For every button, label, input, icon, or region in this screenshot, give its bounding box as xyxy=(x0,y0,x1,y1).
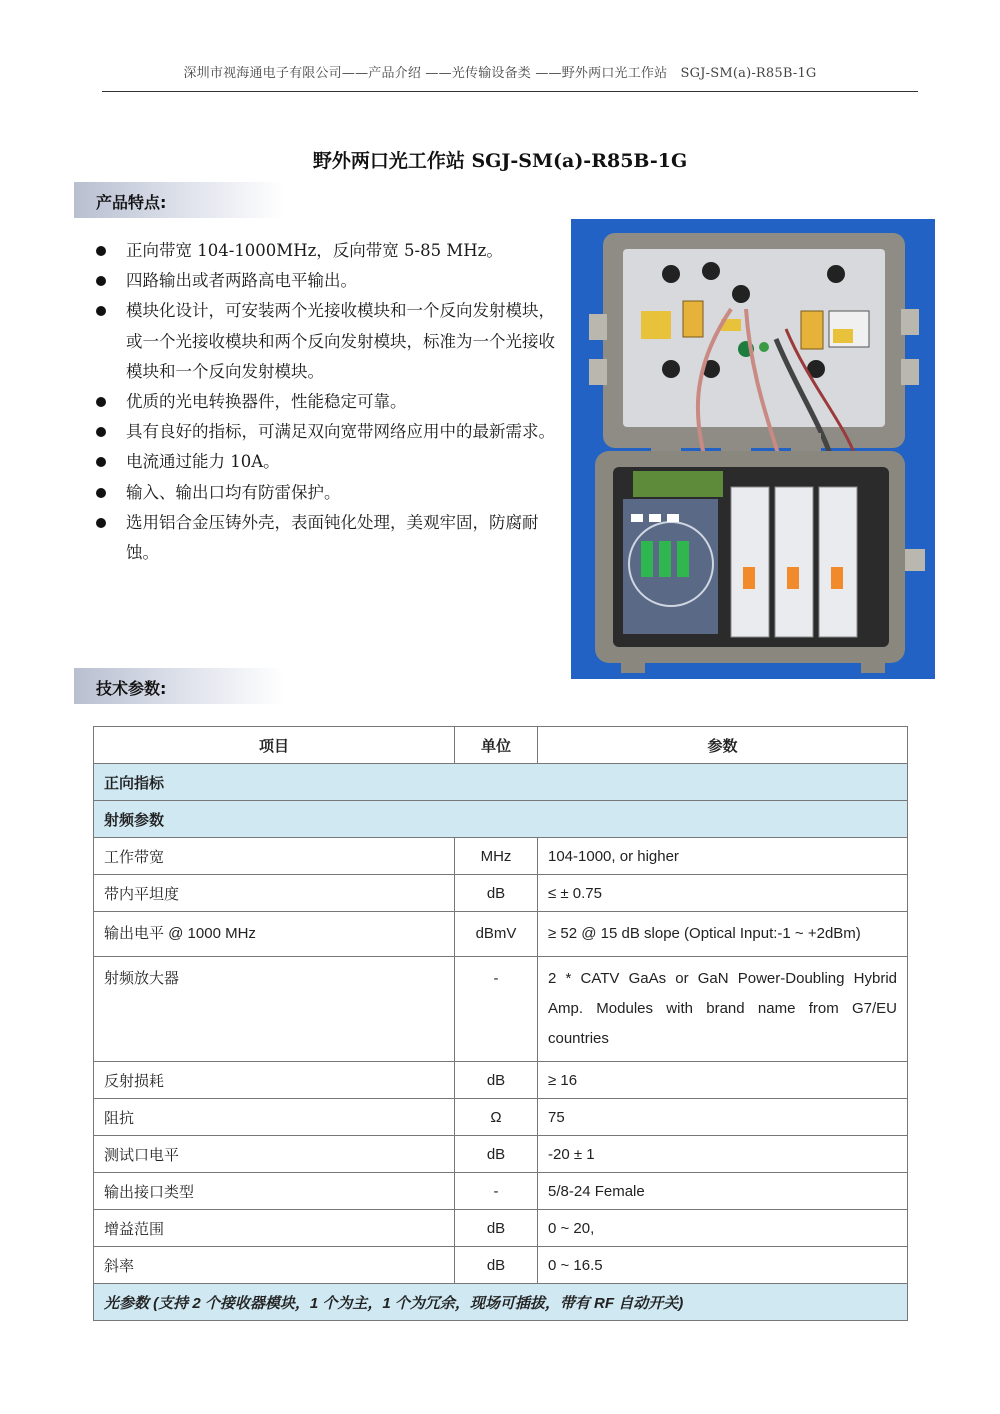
spec-value: 104-1000, or higher xyxy=(538,838,908,875)
features-heading: 产品特点: xyxy=(96,193,167,212)
spec-value: 2 * CATV GaAs or GaN Power-Doubling Hybrid Amp. Modules with brand name from G7/EU countries xyxy=(538,957,908,1062)
spec-value: ≤ ± 0.75 xyxy=(538,875,908,912)
spec-unit: dBmV xyxy=(455,912,538,957)
spec-unit: dB xyxy=(455,1247,538,1284)
spec-item: 输出电平 @ 1000 MHz xyxy=(94,912,455,957)
rf-spec-heading: 射频参数 xyxy=(94,801,908,838)
feature-item: 电流通过能力 10A。 xyxy=(96,447,566,477)
table-section-row xyxy=(94,801,908,838)
spec-unit: dB xyxy=(455,875,538,912)
table-section-row xyxy=(94,1284,908,1321)
spec-unit: - xyxy=(455,957,538,1062)
feature-list xyxy=(96,236,566,568)
feature-item: 具有良好的指标，可满足双向宽带网络应用中的最新需求。 xyxy=(96,417,566,447)
column-header: 项目 xyxy=(94,727,455,764)
document-title: 野外两口光工作站 SGJ-SM(a)-R85B-1G xyxy=(312,150,688,172)
spec-item: 工作带宽 xyxy=(94,838,455,875)
table-header-row xyxy=(94,727,908,764)
product-photo xyxy=(571,219,935,679)
optical-spec-heading: 光参数 (支持 2 个接收器模块，1 个为主，1 个为冗余，现场可插拔，带有 RF 自动开关) xyxy=(94,1284,908,1321)
table-row xyxy=(94,875,908,912)
spec-item: 带内平坦度 xyxy=(94,875,455,912)
spec-unit: dB xyxy=(455,1136,538,1173)
spec-item: 输出接口类型 xyxy=(94,1173,455,1210)
features-section-banner xyxy=(74,182,284,218)
feature-item: 选用铝合金压铸外壳，表面钝化处理，美观牢固，防腐耐蚀。 xyxy=(96,508,566,568)
table-row xyxy=(94,1099,908,1136)
table-row xyxy=(94,912,908,957)
spec-unit: dB xyxy=(455,1062,538,1099)
spec-unit: dB xyxy=(455,1210,538,1247)
spec-item: 射频放大器 xyxy=(94,957,455,1062)
header-rule xyxy=(102,91,918,92)
specs-section-banner xyxy=(74,668,284,704)
table-row xyxy=(94,1136,908,1173)
plug-in-modules xyxy=(731,487,857,637)
spec-value: 0 ~ 16.5 xyxy=(538,1247,908,1284)
table-row xyxy=(94,1210,908,1247)
spec-item: 增益范围 xyxy=(94,1210,455,1247)
table-row xyxy=(94,1173,908,1210)
feature-item: 四路输出或者两路高电平输出。 xyxy=(96,266,566,296)
table-row xyxy=(94,957,908,1062)
specs-heading: 技术参数: xyxy=(96,679,167,698)
spec-item: 反射损耗 xyxy=(94,1062,455,1099)
spec-unit: MHz xyxy=(455,838,538,875)
table-row xyxy=(94,838,908,875)
spec-value: 5/8-24 Female xyxy=(538,1173,908,1210)
feature-item: 输入、输出口均有防雷保护。 xyxy=(96,478,566,508)
column-header: 参数 xyxy=(538,727,908,764)
forward-spec-heading: 正向指标 xyxy=(94,764,908,801)
spec-item: 测试口电平 xyxy=(94,1136,455,1173)
spec-value: -20 ± 1 xyxy=(538,1136,908,1173)
spec-table xyxy=(93,726,908,1321)
column-header: 单位 xyxy=(455,727,538,764)
spec-unit: Ω xyxy=(455,1099,538,1136)
spec-value: 75 xyxy=(538,1099,908,1136)
table-row xyxy=(94,1062,908,1099)
feature-item: 优质的光电转换器件，性能稳定可靠。 xyxy=(96,387,566,417)
optical-node-illustration xyxy=(571,219,935,679)
page-header: 深圳市视海通电子有限公司——产品介绍 ——光传输设备类 ——野外两口光工作站 SGJ-SM(a)-R85B-1G xyxy=(183,66,817,81)
spec-item: 阻抗 xyxy=(94,1099,455,1136)
feature-item: 模块化设计，可安装两个光接收模块和一个反向发射模块，或一个光接收模块和两个反向发射模块，标准为一个光接收模块和一个反向发射模块。 xyxy=(96,296,566,387)
spec-value: ≥ 16 xyxy=(538,1062,908,1099)
spec-unit: - xyxy=(455,1173,538,1210)
spec-value: 0 ~ 20, xyxy=(538,1210,908,1247)
table-section-row xyxy=(94,764,908,801)
spec-value: ≥ 52 @ 15 dB slope (Optical Input:-1 ~ +2dBm) xyxy=(538,912,908,957)
feature-item: 正向带宽 104-1000MHz，反向带宽 5-85 MHz。 xyxy=(96,236,566,266)
table-row xyxy=(94,1247,908,1284)
spec-item: 斜率 xyxy=(94,1247,455,1284)
